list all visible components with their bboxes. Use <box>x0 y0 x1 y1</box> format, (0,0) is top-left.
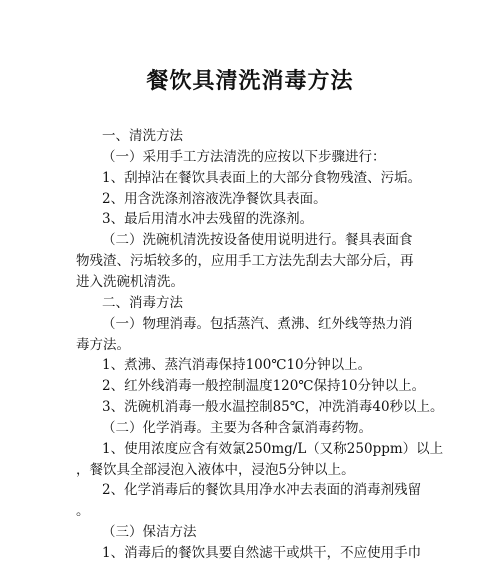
step-line: 1、使用浓度应含有效氯250mg/L（又称250ppm）以上 <box>102 441 444 457</box>
subsection-sanitary-storage: （三）保洁方法 <box>102 524 197 540</box>
section-heading-disinfection: 二、消毒方法 <box>102 295 183 311</box>
step-line: 1、消毒后的餐饮具要自然滤干或烘干，不应使用手巾 <box>102 545 422 561</box>
step-line: 1、煮沸、蒸汽消毒保持100℃10分钟以上。 <box>102 357 372 373</box>
section-heading-cleaning: 一、清洗方法 <box>102 128 183 144</box>
paragraph-line: 进入洗碗机清洗。 <box>76 274 184 290</box>
step-line: 3、洗碗机消毒一般水温控制85℃，冲洗消毒40秒以上。 <box>102 399 444 415</box>
step-line: 2、化学消毒后的餐饮具用净水冲去表面的消毒剂残留 <box>102 482 422 498</box>
step-line: 3、最后用清水冲去残留的洗涤剂。 <box>102 211 314 227</box>
subsection-manual-cleaning: （一）采用手工方法清洗的应按以下步骤进行： <box>102 149 386 165</box>
step-line: 2、用含洗涤剂溶液洗净餐饮具表面。 <box>102 191 327 207</box>
paragraph-line: ，餐饮具全部浸泡入液体中，浸泡5分钟以上。 <box>76 462 355 478</box>
step-line: 1、刮掉沾在餐饮具表面上的大部分食物残渣、污垢。 <box>102 170 422 186</box>
paragraph-line: 。 <box>76 503 90 519</box>
paragraph-line: 毒方法。 <box>76 337 130 353</box>
subsection-chemical-disinfection: （二）化学消毒。主要为各种含氯消毒药物。 <box>102 420 372 436</box>
subsection-dishwasher: （二）洗碗机清洗按设备使用说明进行。餐具表面食 <box>102 232 413 248</box>
document-title: 餐饮具清洗消毒方法 <box>146 69 354 94</box>
paragraph-line: 物残渣、污垢较多的，应用手工方法先刮去大部分后，再 <box>76 253 414 269</box>
step-line: 2、红外线消毒一般控制温度120℃保持10分钟以上。 <box>102 378 426 394</box>
subsection-physical-disinfection: （一）物理消毒。包括蒸汽、煮沸、红外线等热力消 <box>102 316 413 332</box>
